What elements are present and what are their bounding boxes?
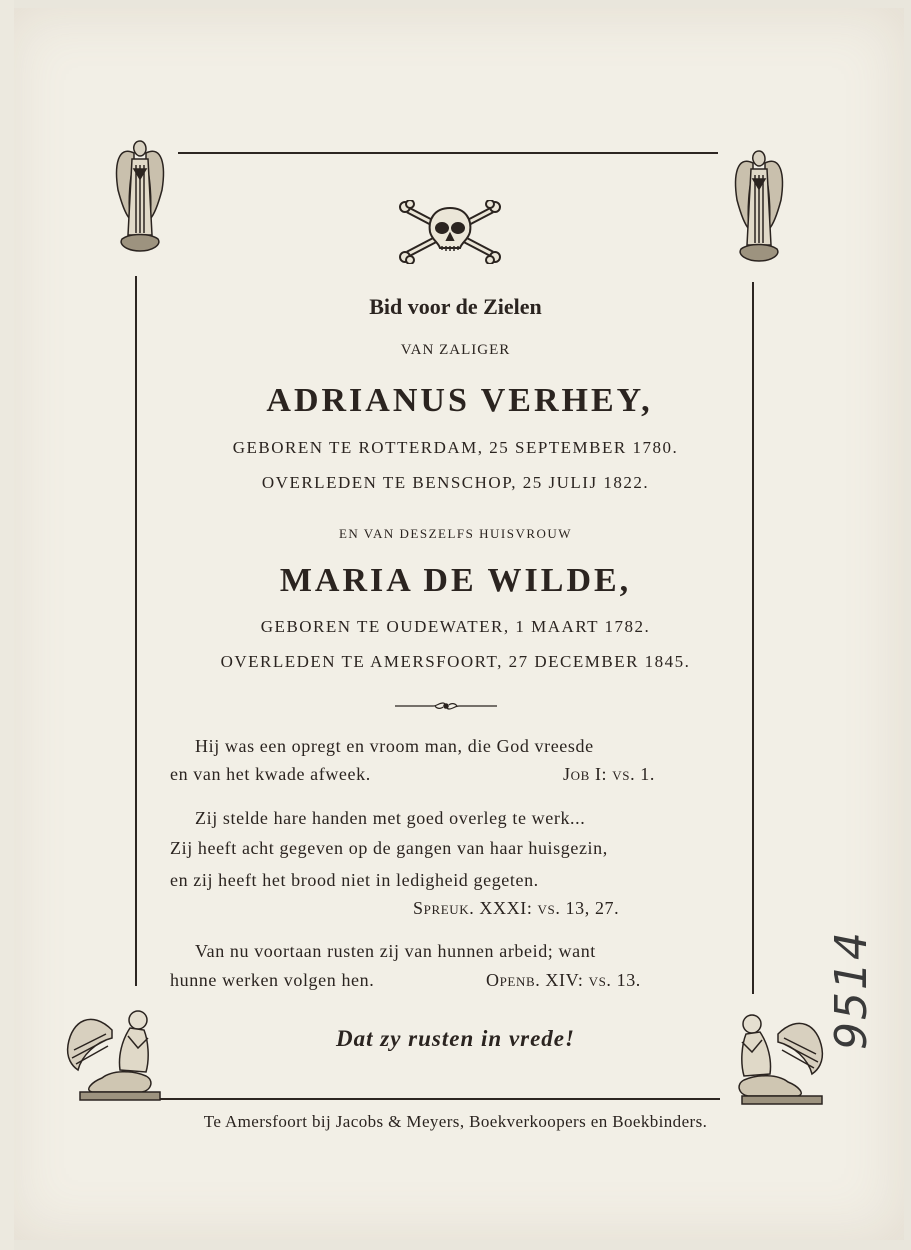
top-rule <box>178 152 718 154</box>
kneeling-angel-icon <box>62 1000 166 1104</box>
verse-line: Zij stelde hare handen met goed overleg te werk... <box>195 808 586 828</box>
verse-line: Hij was een opregt en vroom man, die God vreesde <box>195 736 594 756</box>
verse-reference: Spreuk. XXXI: vs. 13, 27. <box>413 898 620 918</box>
closing-prayer: Dat zy rusten in vrede! <box>336 1026 575 1051</box>
standing-angel-icon <box>112 135 168 257</box>
verse-line: Van nu voortaan rusten zij van hunnen arbeid; want <box>195 941 596 961</box>
verse-line: Zij heeft acht gegeven op de gangen van haar huisgezin, <box>170 838 608 858</box>
heading: Bid voor de Zielen <box>369 294 542 319</box>
archive-number: 9514 <box>826 930 877 1050</box>
verse-reference: Openb. XIV: vs. 13. <box>486 970 641 990</box>
subheading: VAN ZALIGER <box>400 342 511 358</box>
person2-name: MARIA DE WILDE, <box>279 562 632 599</box>
printer-imprint: Te Amersfoort bij Jacobs & Meyers, Boekverkoopers en Boekbinders. <box>203 1112 708 1131</box>
person1-born: GEBOREN TE ROTTERDAM, 25 SEPTEMBER 1780. <box>232 438 679 457</box>
standing-angel-icon <box>731 145 787 267</box>
ornamental-divider <box>393 700 499 712</box>
connector-text: EN VAN DESZELFS HUISVROUW <box>338 526 573 541</box>
verse-line: hunne werken volgen hen. <box>170 970 375 990</box>
verse-line: en van het kwade afweek. <box>170 764 371 784</box>
person1-name: ADRIANUS VERHEY, <box>266 382 653 419</box>
verse-line: en zij heeft het brood niet in ledigheid gegeten. <box>170 870 539 890</box>
person1-died: OVERLEDEN TE BENSCHOP, 25 JULIJ 1822. <box>261 473 650 492</box>
bottom-rule <box>150 1098 720 1100</box>
person2-born: GEBOREN TE OUDEWATER, 1 MAART 1782. <box>260 617 651 636</box>
person2-died: OVERLEDEN TE AMERSFOORT, 27 DECEMBER 1845. <box>220 652 691 671</box>
kneeling-angel-icon <box>724 1004 828 1108</box>
verse-reference: Job I: vs. 1. <box>563 764 655 784</box>
skull-crossbones-icon <box>396 200 504 264</box>
